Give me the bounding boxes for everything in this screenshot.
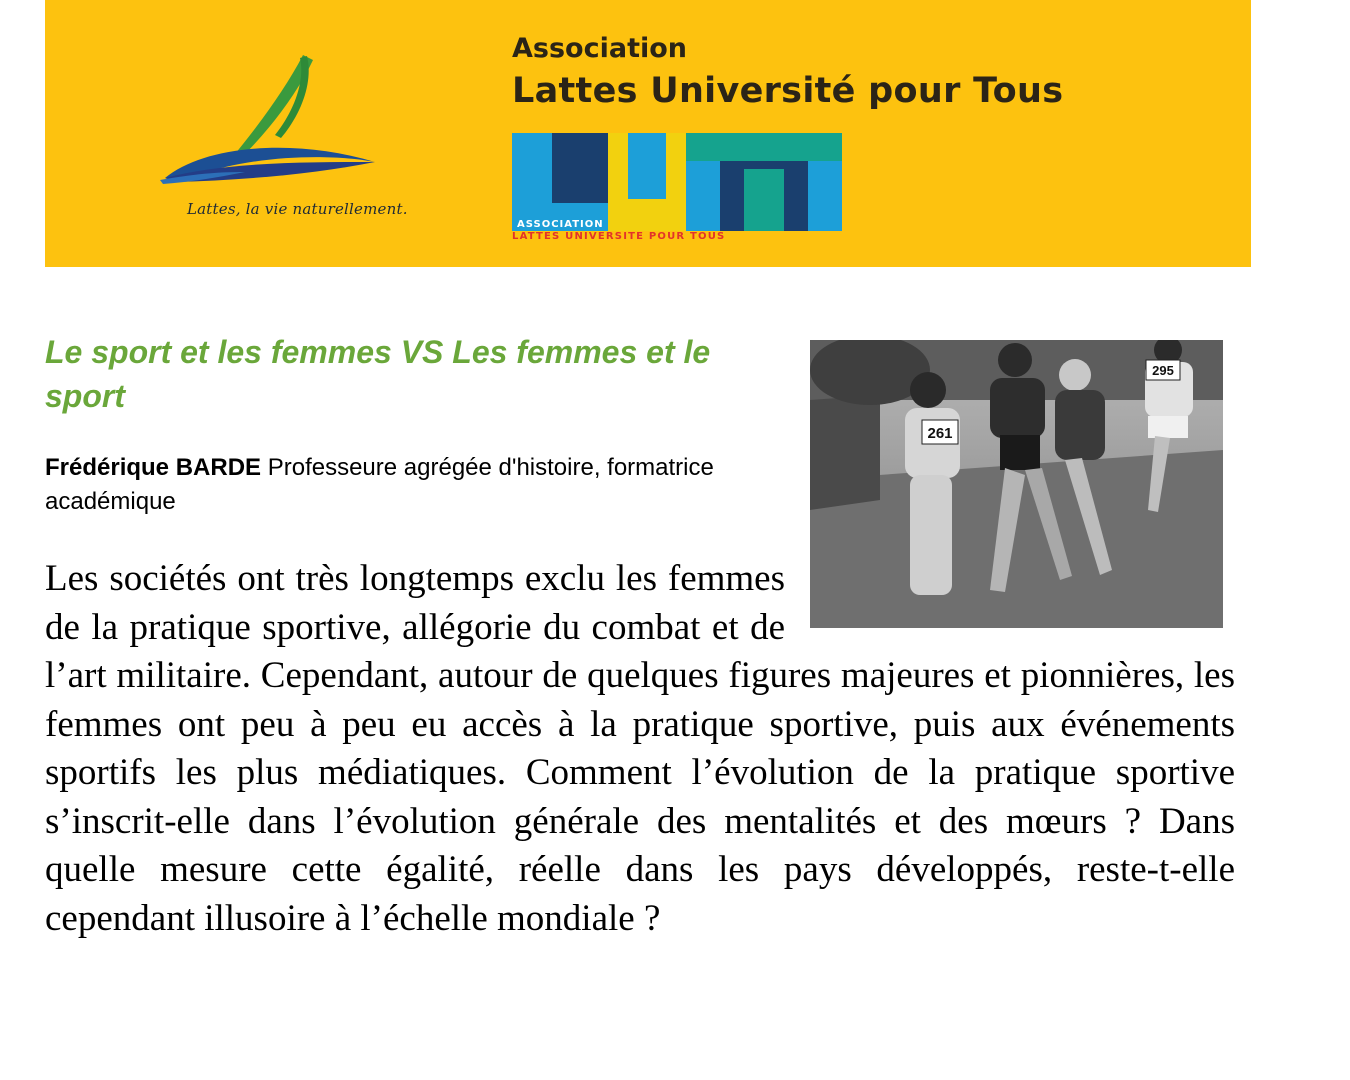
lattes-logo <box>135 50 435 225</box>
association-label: Association <box>512 33 687 64</box>
article-body: Les sociétés ont très longtemps exclu les femmes de la pratique sportive, allégorie du combat et de l’art militaire. Cependant, autour de quelques figures majeures et pionnières, les femmes ont peu à peu eu accès à la pratique sportive, puis aux événements sportifs les plus médiatiques. Comment l’évolution de la pratique sportive s’inscrit-elle dans l’évolution générale des mentalités et des mœurs ? Dans quelle mesure cette égalité, réelle dans les pays développés, reste-t-elle cependant illusoire à l’échelle mondiale ? <box>45 558 1235 939</box>
author-line <box>45 451 785 519</box>
lut-subtitle: LATTES UNIVERSITE POUR TOUS <box>512 231 726 242</box>
lut-small-label: ASSOCIATION <box>517 219 604 230</box>
lattes-swoosh-icon <box>135 50 435 225</box>
author-role: Professeure agrégée d'histoire, formatrice académique <box>45 454 714 515</box>
lattes-slogan: Lattes, la vie naturellement. <box>187 200 408 218</box>
association-name: Lattes Université pour Tous <box>512 71 1064 111</box>
author-name: Frédérique BARDE <box>45 454 262 481</box>
article-title: Le sport et les femmes VS Les femmes et le sport <box>45 334 711 414</box>
bib-261: 261 <box>927 425 953 442</box>
header-banner <box>45 0 1251 267</box>
lut-logo <box>512 133 842 245</box>
bib-295: 295 <box>1152 363 1174 378</box>
